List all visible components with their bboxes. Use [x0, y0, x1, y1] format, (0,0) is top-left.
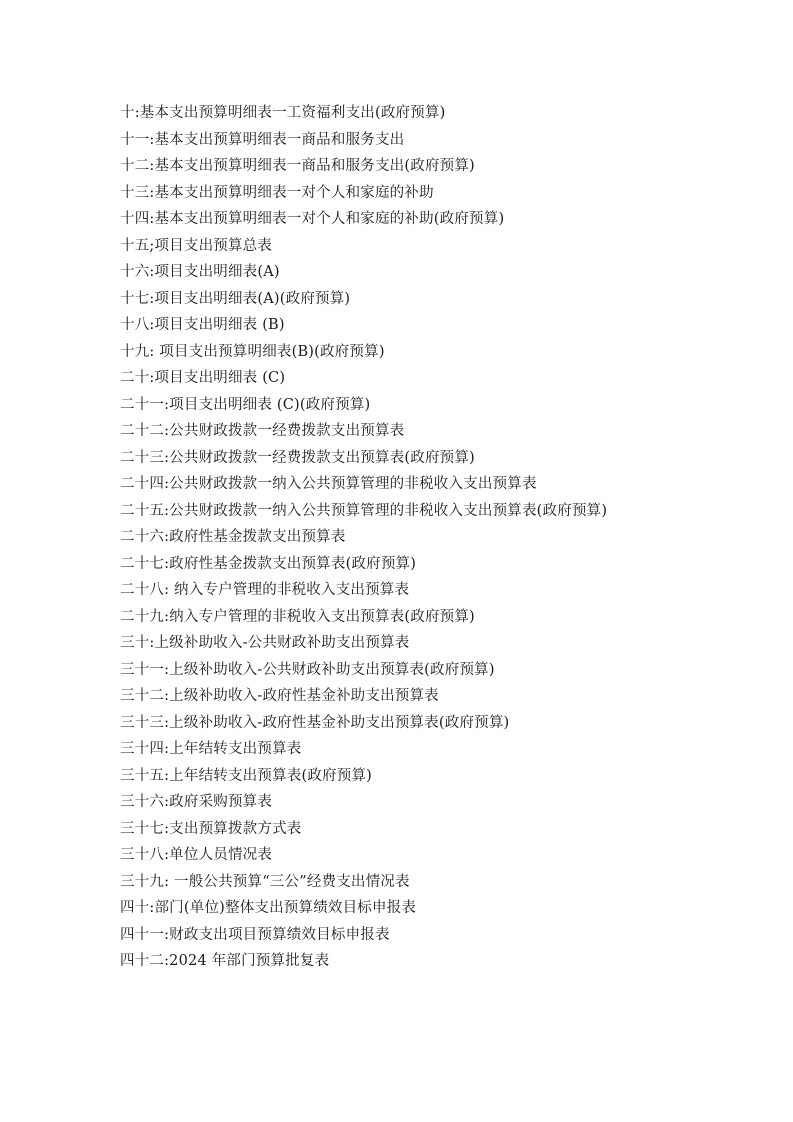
toc-item: 二十二:公共财政拨款一经费拨款支出预算表: [120, 423, 405, 439]
toc-item: 二十四:公共财政拨款一纳入公共预算管理的非税收入支出预算表: [120, 476, 537, 492]
toc-item: 三十二:上级补助收入-政府性基金补助支出预算表: [120, 688, 439, 704]
toc-item: 四十一:财政支出项目预算绩效目标申报表: [120, 926, 390, 943]
toc-item: 三十:上级补助收入-公共财政补助支出预算表: [120, 635, 410, 651]
toc-item: 十一:基本支出预算明细表一商品和服务支出: [120, 131, 405, 148]
table-of-contents: [120, 100, 760, 975]
toc-item: 二十三:公共财政拨款一经费拨款支出预算表(政府预算): [120, 449, 475, 466]
toc-item: 四十:部门(单位)整体支出预算绩效目标申报表: [120, 900, 417, 916]
toc-item: 三十一:上级补助收入-公共财政补助支出预算表(政府预算): [120, 661, 495, 678]
toc-item: 三十五:上年结转支出预算表(政府预算): [120, 767, 372, 784]
toc-item: 三十七:支出预算拨款方式表: [120, 820, 302, 837]
toc-item: 十九: 项目支出预算明细表(B)(政府预算): [120, 343, 385, 360]
toc-item: 二十六:政府性基金拨款支出预算表: [120, 529, 346, 545]
toc-item: 二十九:纳入专户管理的非税收入支出预算表(政府预算): [120, 608, 475, 625]
toc-item: 三十六:政府采购预算表: [120, 794, 273, 810]
toc-item: 十三:基本支出预算明细表一对个人和家庭的补助: [120, 184, 434, 201]
toc-item: 十八:项目支出明细表 (B): [120, 317, 285, 333]
toc-item: 四十二:2024 年部门预算批复表: [120, 953, 330, 969]
toc-item: 二十五:公共财政拨款一纳入公共预算管理的非税收入支出预算表(政府预算): [120, 502, 608, 519]
toc-item: 十二:基本支出预算明细表一商品和服务支出(政府预算): [120, 158, 475, 174]
toc-item: 三十八:单位人员情况表: [120, 847, 273, 863]
toc-item: 十:基本支出预算明细表一工资福利支出(政府预算): [120, 105, 446, 121]
toc-item: 三十九: 一般公共预算“三公”经费支出情况表: [120, 873, 410, 890]
toc-item: 三十四:上年结转支出预算表: [120, 741, 302, 757]
toc-item: 二十七:政府性基金拨款支出预算表(政府预算): [120, 555, 417, 572]
toc-item: 十五;项目支出预算总表: [120, 237, 273, 254]
toc-item: 十七:项目支出明细表(A)(政府预算): [120, 290, 351, 307]
toc-item: 十四:基本支出预算明细表一对个人和家庭的补助(政府预算): [120, 211, 505, 227]
toc-item: 二十八: 纳入专户管理的非税收入支出预算表: [120, 582, 410, 598]
toc-item: 二十:项目支出明细表 (C): [120, 370, 286, 386]
toc-item: 二十一:项目支出明细表 (C)(政府预算): [120, 396, 371, 413]
toc-item: 十六:项目支出明细表(A): [120, 264, 280, 280]
toc-item: 三十三:上级补助收入-政府性基金补助支出预算表(政府预算): [120, 714, 510, 731]
